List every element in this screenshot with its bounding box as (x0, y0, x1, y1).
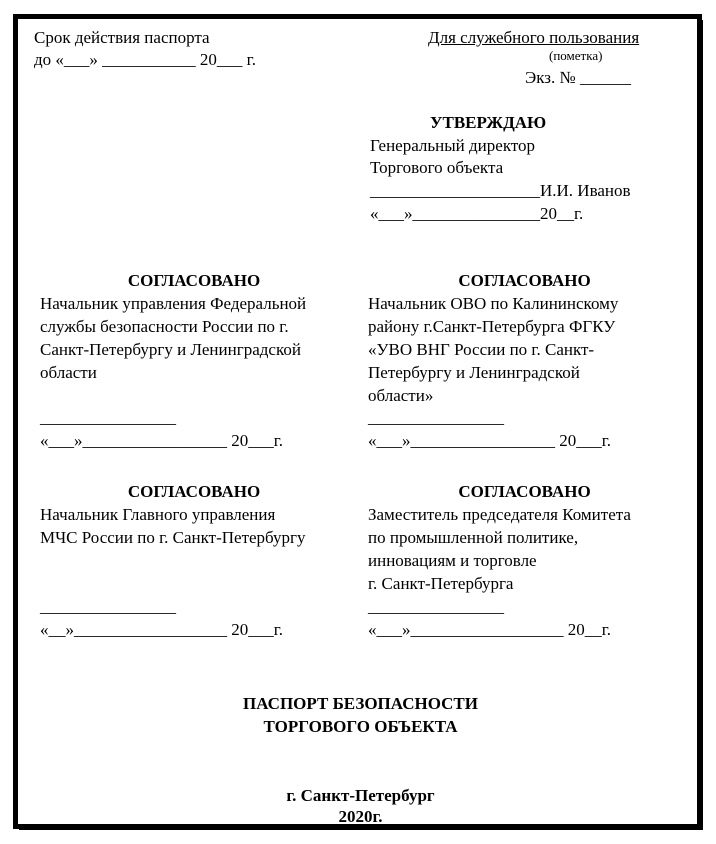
document-title-line1: ПАСПОРТ БЕЗОПАСНОСТИ (243, 694, 478, 713)
restricted-use-label: Для служебного пользования (428, 28, 640, 47)
agreement-text-line: Санкт-Петербургу и Ленинградской (40, 340, 301, 359)
agreement-date-line: «___»_________________ 20___г. (368, 431, 612, 450)
agreement-text-line: Заместитель председателя Комитета (368, 505, 631, 524)
agreement-signature-line: ________________ (40, 597, 176, 616)
agreement-text-line: инновациям и торговле (368, 551, 537, 570)
agreement-text-line: Петербургу и Ленинградской (368, 363, 580, 382)
mark-note: (пометка) (549, 48, 603, 63)
agreement-mchs (40, 480, 360, 549)
agreement-ovo (368, 269, 688, 407)
approval-position: Генеральный директор (370, 136, 536, 155)
agreement-committee (368, 480, 688, 595)
footer-city: г. Санкт-Петербург (286, 786, 435, 805)
document-title-line2: ТОРГОВОГО ОБЪЕКТА (263, 717, 458, 736)
agreement-text-line: службы безопасности России по г. (40, 317, 289, 336)
footer-year: 2020г. (338, 807, 383, 826)
agreement-text-line: г. Санкт-Петербурга (368, 574, 514, 593)
approval-signature-line: ____________________И.И. Иванов (370, 181, 631, 200)
agreement-heading: СОГЛАСОВАНО (127, 271, 261, 290)
agreement-date-line: «___»_________________ 20___г. (40, 431, 284, 450)
agreement-text-line: МЧС России по г. Санкт-Петербургу (40, 528, 306, 547)
agreement-date-line: «___»__________________ 20__г. (368, 620, 612, 639)
agreement-text-line: области (40, 363, 97, 382)
copy-number: Экз. № ______ (525, 68, 631, 87)
agreement-fsb (40, 269, 360, 384)
approval-date-line: «___»_______________20__г. (370, 204, 584, 223)
approval-organization: Торгового объекта (370, 158, 504, 177)
validity-label: Срок действия паспорта (34, 28, 210, 47)
agreement-heading: СОГЛАСОВАНО (458, 271, 591, 290)
agreement-text-line: Начальник ОВО по Калининскому (368, 294, 619, 313)
approval-heading: УТВЕРЖДАЮ (430, 113, 547, 132)
agreement-text-line: Начальник управления Федеральной (40, 294, 307, 313)
agreement-text-line: Начальник Главного управления (40, 505, 276, 524)
agreement-signature-line: ________________ (368, 597, 504, 616)
agreement-text-line: по промышленной политике, (368, 528, 579, 547)
agreement-text-line: «УВО ВНГ России по г. Санкт- (368, 340, 595, 359)
validity-date-line: до «___» ___________ 20___ г. (34, 50, 256, 69)
agreement-date-line: «__»__________________ 20___г. (40, 620, 284, 639)
agreement-text-line: области» (368, 386, 434, 405)
agreement-heading: СОГЛАСОВАНО (458, 482, 591, 501)
agreement-text-line: району г.Санкт-Петербурга ФГКУ (368, 317, 616, 336)
agreement-signature-line: ________________ (368, 408, 504, 427)
agreement-heading: СОГЛАСОВАНО (127, 482, 261, 501)
agreement-signature-line: ________________ (40, 408, 176, 427)
